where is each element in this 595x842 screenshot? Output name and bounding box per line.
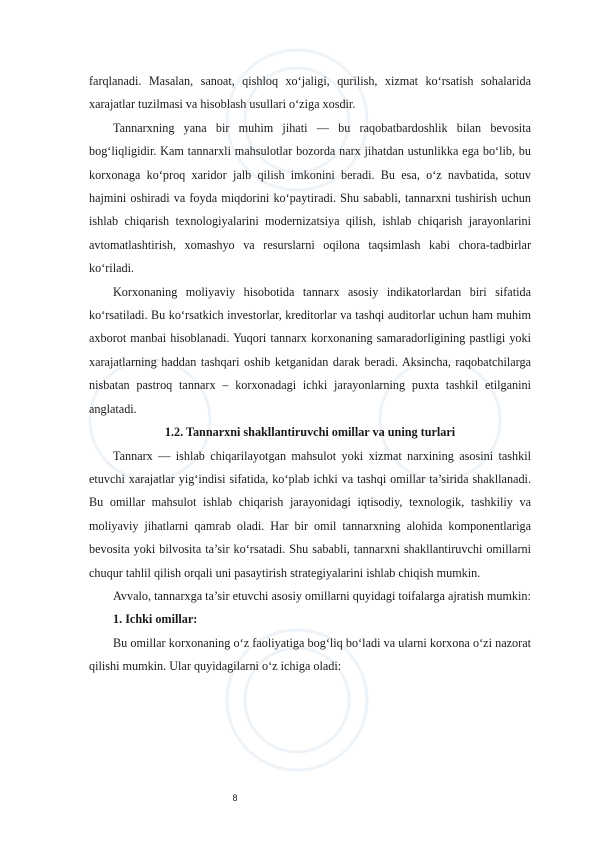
paragraph-internal-factors: Bu omillar korxonaning o‘z faoliyatiga bog‘liq bo‘ladi va ularni korxona o‘zi nazorat qilishi mumkin. Ular quyidagilarni o‘z ichiga oladi: xyxy=(89,635,531,674)
paragraph-cost-factors: Tannarx — ishlab chiqarilayotgan mahsulot yoki xizmat narxining asosini tashkil etuvchi xarajatlar yig‘indisi sifatida, ko‘plab ichki va tashqi omillar ta’sirida shakllanadi. Bu omillar mahsulot ishlab chiqarish jarayonidagi iqtisodiy, texnologik, tashkiliy va moliyaviy jihatlarni qamrab oladi. Har bir omil tannarxning alohida komponentlariga bevosita yoki bilvosita ta’sir ko‘rsatadi. Shu sababli, tannarxni shakllantiruvchi omillarni chuqur tahlil qilish orqali uni pasaytirish strategiyalarini ishlab chiqish mumkin. xyxy=(89,448,531,580)
document-page xyxy=(89,70,531,679)
paragraph-factor-categories: Avvalo, tannarxga ta’sir etuvchi asosiy omillarni quyidagi toifalarga ajratish mumkin: xyxy=(113,588,531,603)
paragraph-competitiveness: Tannarxning yana bir muhim jihati — bu raqobatbardoshlik bilan bevosita bog‘liqligidir. Kam tannarxli mahsulotlar bozorda narx jihatdan ustunlikka ega bo‘lib, bu korxonaga ko‘proq xaridor jalb qilish imkonini beradi. Bu esa, o‘z navbatida, sotuv hajmini oshiradi va foyda miqdorini ko‘paytiradi. Shu sababli, tannarxni tushirish uchun ishlab chiqarish texnologiyalarini modernizatsiya qilish, ishlab chiqarish jarayonlarini avtomatlashtirish, xomashyo va resurslarni oqilona taqsimlash kabi chora-tadbirlar ko‘riladi. xyxy=(89,120,531,276)
paragraph-financial-reporting: Korxonaning moliyaviy hisobotida tannarx asosiy indikatorlardan biri sifatida ko‘rsatiladi. Bu ko‘rsatkich investorlar, kreditorlar va tashqi auditorlar uchun ham muhim axborot manbai hisoblanadi. Yuqori tannarx korxonaning samaradorligining pastligi yoki xarajatlarning haddan tashqari oshib ketganidan darak beradi. Aksincha, raqobatchilarga nisbatan pastroq tannarx – korxonadagi ichki jarayonlarning puxta tashkil etilganini anglatadi. xyxy=(89,284,531,416)
page-number: 8 xyxy=(232,793,238,803)
section-heading: 1.2. Tannarxni shakllantiruvchi omillar va uning turlari xyxy=(164,425,456,440)
paragraph-intro-continuation: farqlanadi. Masalan, sanoat, qishloq xo‘jaligi, qurilish, xizmat ko‘rsatish sohalarida xarajatlar tuzilmasi va hisoblash usullari o‘ziga xosdir. xyxy=(89,74,531,112)
subsection-heading-internal-factors: 1. Ichki omillar: xyxy=(113,612,198,627)
